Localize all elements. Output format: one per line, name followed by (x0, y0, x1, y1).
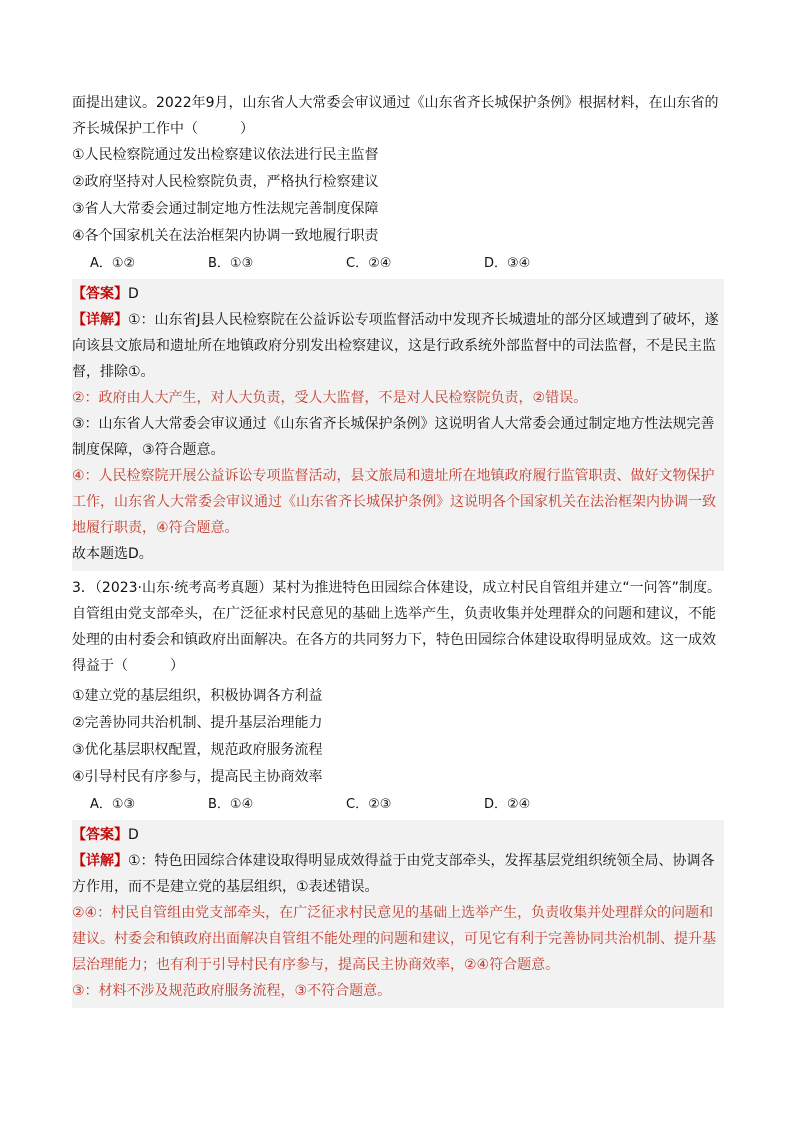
q2-item-3: ③省人大常委会通过制定地方性法规完善制度保障 (72, 201, 379, 217)
q2-detail-2: ②：政府由人大产生，对人大负责，受人大监督，不是对人民检察院负责，②错误。 (72, 390, 588, 406)
q2-detail-text-1: ①：山东省J县人民检察院在公益诉讼专项监督活动中发现齐长城遗址的部分区域遭到了破坏，遂向该县文旅局和遗址所在地镇政府分别发出检察建议，这是行政系统外部监督中的司法监督，不是民主监督，排除①。 (72, 312, 719, 380)
q2-answer (72, 281, 724, 307)
q2-option-b: B．①③ (208, 256, 254, 271)
q3-stem: 3．（2023·山东·统考高考真题）某村为推进特色田园综合体建设，成立村民自管组并建立“一问答”制度。自管组由党支部牵头，在广泛征求村民意见的基础上选举产生，负责收集并处理群众的问题和建议，不能处理的由村委会和镇政府出面解决。在各方的共同努力下，特色田园综合体建设取得明显成效。这一成效得益于（ ） (72, 580, 721, 674)
q3-option-c: C．②③ (346, 797, 392, 812)
q3-detail-text-1: ①：特色田园综合体建设取得明显成效得益于由党支部牵头，发挥基层党组织统领全局、协调各方作用，而不是建立党的基层组织，①表述错误。 (72, 853, 715, 895)
q3-item-2: ②完善协同共治机制、提升基层治理能力 (72, 715, 323, 731)
q2-answer-block (72, 279, 724, 571)
q2-answer-label: 【答案】 (72, 286, 128, 302)
q2-item-4: ④各个国家机关在法治框架内协调一致地履行职责 (72, 228, 379, 244)
q2-option-d: D．③④ (484, 256, 531, 271)
q3-item-1: ①建立党的基层组织，积极协调各方利益 (72, 688, 323, 704)
q2-item-2: ②政府坚持对人民检察院负责，严格执行检察建议 (72, 174, 379, 190)
q3-item-3: ③优化基层职权配置，规范政府服务流程 (72, 742, 323, 758)
q3-detail-2: ②④：村民自管组由党支部牵头，在广泛征求村民意见的基础上选举产生，负责收集并处理群众的问题和建议。村委会和镇政府出面解决自管组不能处理的问题和建议，可见它有利于完善协同共治机制、提升基层治理能力；也有利于引导村民有序参与，提高民主协商效率，②④符合题意。 (72, 905, 716, 973)
q2-answer-value: D (128, 286, 139, 302)
q3-answer-label: 【答案】 (72, 827, 128, 843)
q2-options (72, 251, 724, 277)
q3-option-d: D．②④ (484, 797, 531, 812)
q3-answer-value: D (128, 827, 139, 843)
q2-option-a: A．①② (90, 256, 136, 271)
q3-answer (72, 822, 724, 848)
q2-detail-3: ③：山东省人大常委会审议通过《山东省齐长城保护条例》这说明省人大常委会通过制定地方性法规完善制度保障，③符合题意。 (72, 416, 715, 458)
q3-detail-label: 【详解】 (72, 853, 128, 869)
q3-detail-3: ③：材料不涉及规范政府服务流程，③不符合题意。 (72, 983, 392, 999)
q2-detail-4: ④：人民检察院开展公益诉讼专项监督活动，县文旅局和遗址所在地镇政府履行监管职责、做好文物保护工作，山东省人大常委会审议通过《山东省齐长城保护条例》这说明各个国家机关在法治框架内协调一致地履行职责，④符合题意。 (72, 468, 716, 536)
q3-item-4: ④引导村民有序参与，提高民主协商效率 (72, 769, 323, 785)
document-page (72, 90, 724, 1008)
q3-detail-1 (72, 848, 724, 900)
q2-detail-label: 【详解】 (72, 312, 128, 328)
q2-item-1: ①人民检察院通过发出检察建议依法进行民主监督 (72, 147, 379, 163)
q2-stem-line-2: 齐长城保护工作中（ ） (72, 121, 254, 137)
q2-stem-line-1: 面提出建议。2022年9月，山东省人大常委会审议通过《山东省齐长城保护条例》根据材料，在山东省的 (72, 95, 719, 111)
q3-option-a: A．①③ (90, 797, 136, 812)
q2-conclusion: 故本题选D。 (72, 546, 153, 562)
q3-options (72, 792, 724, 818)
q3-option-b: B．①④ (208, 797, 254, 812)
q2-detail-1 (72, 307, 724, 385)
q3-answer-block (72, 820, 724, 1008)
q2-option-c: C．②④ (346, 256, 392, 271)
